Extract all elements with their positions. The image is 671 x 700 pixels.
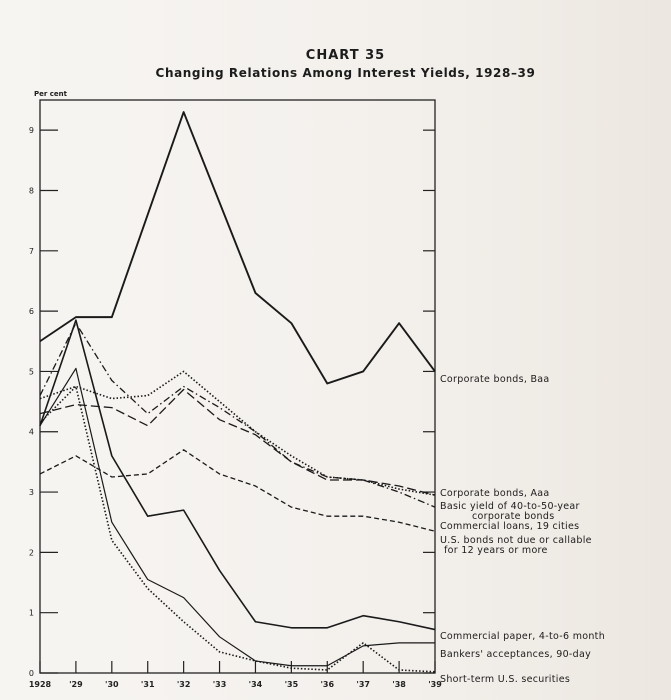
y-tick-label: 2 xyxy=(28,548,34,558)
x-tick-label: '30 xyxy=(105,680,119,689)
series-label: Commercial loans, 19 cities xyxy=(440,521,580,532)
x-tick-label: '33 xyxy=(212,680,227,689)
series-label: U.S. bonds not due or callable xyxy=(440,535,592,546)
chart-title: Changing Relations Among Interest Yields, 1928–39 xyxy=(155,66,536,80)
y-tick-label: 3 xyxy=(28,488,34,498)
series-line-7 xyxy=(40,387,435,672)
series-line-4 xyxy=(40,450,435,531)
x-tick-label: '31 xyxy=(140,680,155,689)
series-label: Basic yield of 40-to-50-year xyxy=(440,501,580,512)
series-label: Short-term U.S. securities xyxy=(440,674,571,685)
x-tick-label: '39 xyxy=(428,680,442,689)
x-tick-label: '36 xyxy=(320,680,335,689)
series-line-2 xyxy=(40,323,435,507)
x-tick-label: '37 xyxy=(356,680,370,689)
x-tick-label: '38 xyxy=(392,680,406,689)
series-label: Corporate bonds, Aaa xyxy=(440,488,550,499)
plot-frame xyxy=(40,100,435,673)
chart-number: CHART 35 xyxy=(305,48,386,63)
series-label: for 12 years or more xyxy=(444,545,548,556)
y-tick-label: 1 xyxy=(28,608,34,618)
series-line-5 xyxy=(40,320,435,629)
series-line-1 xyxy=(40,371,435,495)
x-tick-label: '35 xyxy=(284,680,299,689)
y-tick-label: 4 xyxy=(28,427,34,437)
x-tick-label: '32 xyxy=(176,680,191,689)
series-label: corporate bonds xyxy=(472,511,555,522)
y-tick-label: 5 xyxy=(28,367,34,377)
y-tick-label: 7 xyxy=(28,246,34,256)
y-tick-label: 8 xyxy=(28,186,34,196)
x-tick-label: '29 xyxy=(69,680,83,689)
x-tick-label: 1928 xyxy=(28,680,52,689)
series-label: Bankers' acceptances, 90-day xyxy=(440,649,592,660)
series-line-0 xyxy=(40,112,435,383)
x-tick-label: '34 xyxy=(248,680,263,689)
series-label: Corporate bonds, Baa xyxy=(440,374,550,385)
series-label: Commercial paper, 4-to-6 month xyxy=(440,631,606,642)
series-line-6 xyxy=(40,368,435,665)
y-tick-label: 0 xyxy=(28,669,34,678)
y-tick-label: 9 xyxy=(28,126,34,136)
y-axis-unit-label: Per cent xyxy=(34,90,67,98)
y-tick-label: 6 xyxy=(28,307,34,317)
